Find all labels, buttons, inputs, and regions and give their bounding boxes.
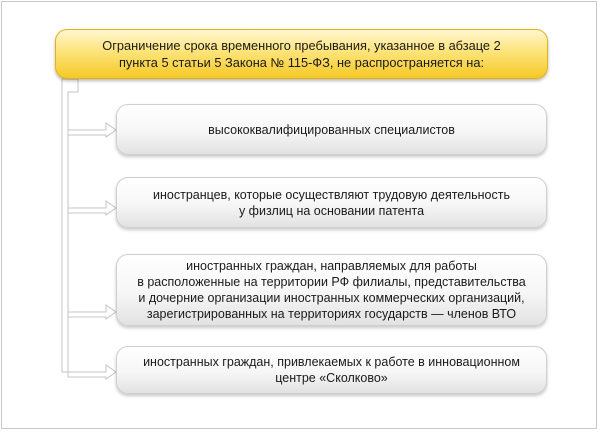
item-box-wto-branches (116, 254, 547, 326)
item-text: иностранцев, которые осуществляют трудовую деятельность у физлиц на основании патента (153, 187, 510, 218)
item-text: высококвалифицированных специалистов (208, 122, 455, 137)
item-text: иностранных граждан, направляемых для работы в расположенные на территории РФ филиалы, представительства и дочерние организации иностранных коммерческих организаций, зарегистрированных на территориях государств — членов ВТО (137, 259, 526, 321)
header-box (55, 29, 548, 79)
item-text: иностранных граждан, привлекаемых к работе в инновационном центре «Сколково» (143, 355, 520, 385)
connector-tree (62, 79, 116, 379)
header-text: Ограничение срока временного пребывания, указанное в абзаце 2 пункта 5 статьи 5 Закона № 115-ФЗ, не распространяется на: (102, 38, 501, 70)
item-box-patent (116, 177, 547, 228)
item-box-highly-qualified (116, 104, 547, 155)
item-box-skolkovo (116, 346, 547, 394)
